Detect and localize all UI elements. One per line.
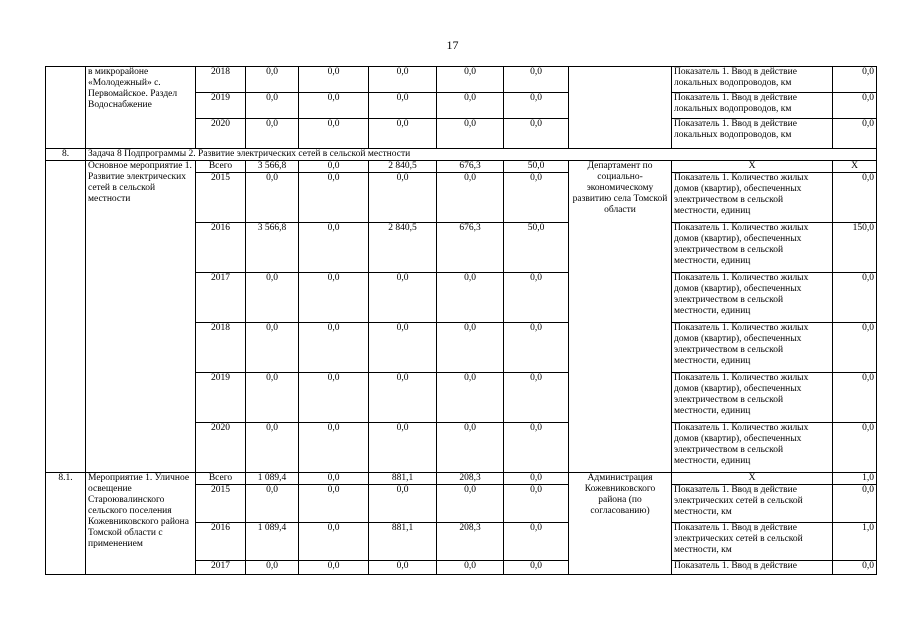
amount-cell: 0,0 — [299, 523, 369, 561]
amount-cell: 0,0 — [504, 523, 569, 561]
amount-cell: 0,0 — [504, 67, 569, 93]
page-number: 17 — [446, 38, 459, 52]
indicator-cell: Показатель 1. Ввод в действие локальных водопроводов, км — [672, 119, 833, 149]
indicator-value: 0,0 — [833, 93, 877, 119]
year-cell: 2016 — [196, 223, 246, 273]
year-cell: 2016 — [196, 523, 246, 561]
amount-cell: 0,0 — [299, 423, 369, 473]
amount-cell: 208,3 — [437, 473, 504, 485]
amount-cell: 0,0 — [299, 93, 369, 119]
amount-cell: 0,0 — [437, 561, 504, 575]
executor-cell: Департамент по социально-экономическому развитию села Томской области — [569, 161, 672, 473]
year-cell: 2019 — [196, 373, 246, 423]
indicator-cell: Х — [672, 473, 833, 485]
indicator-cell: Показатель 1. Ввод в действие локальных водопроводов, км — [672, 67, 833, 93]
amount-cell: 0,0 — [504, 173, 569, 223]
indicator-value: 150,0 — [833, 223, 877, 273]
amount-cell: 0,0 — [369, 423, 437, 473]
amount-cell: 0,0 — [246, 485, 299, 523]
amount-cell: 0,0 — [299, 67, 369, 93]
amount-cell: 0,0 — [437, 273, 504, 323]
indicator-cell: Показатель 1. Количество жилых домов (квартир), обеспеченных электричеством в сельской местности, единиц — [672, 173, 833, 223]
amount-cell: 0,0 — [369, 119, 437, 149]
amount-cell: 0,0 — [369, 67, 437, 93]
amount-cell: 0,0 — [299, 173, 369, 223]
amount-cell: 0,0 — [437, 323, 504, 373]
amount-cell: 0,0 — [246, 273, 299, 323]
indicator-value: 0,0 — [833, 273, 877, 323]
amount-cell: 0,0 — [369, 373, 437, 423]
amount-cell: 0,0 — [437, 373, 504, 423]
year-cell: 2015 — [196, 485, 246, 523]
amount-cell: 0,0 — [437, 485, 504, 523]
amount-cell: 0,0 — [299, 223, 369, 273]
amount-cell: 50,0 — [504, 223, 569, 273]
amount-cell: 0,0 — [369, 273, 437, 323]
amount-cell: 0,0 — [504, 423, 569, 473]
year-cell: Всего — [196, 161, 246, 173]
amount-cell: 0,0 — [504, 485, 569, 523]
amount-cell: 0,0 — [504, 93, 569, 119]
amount-cell: 0,0 — [246, 67, 299, 93]
amount-cell: 0,0 — [437, 93, 504, 119]
amount-cell: 881,1 — [369, 473, 437, 485]
task-number: 8. — [46, 149, 86, 161]
amount-cell: 0,0 — [246, 323, 299, 373]
indicator-value: 0,0 — [833, 561, 877, 575]
amount-cell: 676,3 — [437, 223, 504, 273]
executor-cell — [569, 67, 672, 149]
year-cell: 2018 — [196, 67, 246, 93]
indicator-cell: Показатель 1. Количество жилых домов (квартир), обеспеченных электричеством в сельской местности, единиц — [672, 273, 833, 323]
measure-description: Основное мероприятие 1. Развитие электрических сетей в сельской местности — [86, 161, 196, 473]
indicator-value: 0,0 — [833, 119, 877, 149]
amount-cell: 0,0 — [299, 161, 369, 173]
indicator-value: 1,0 — [833, 523, 877, 561]
amount-cell: 0,0 — [369, 173, 437, 223]
amount-cell: 0,0 — [246, 373, 299, 423]
amount-cell: 676,3 — [437, 161, 504, 173]
program-table — [45, 66, 877, 575]
amount-cell: 0,0 — [299, 485, 369, 523]
amount-cell: 0,0 — [504, 323, 569, 373]
amount-cell: 0,0 — [504, 119, 569, 149]
amount-cell: 0,0 — [299, 119, 369, 149]
year-cell: 2018 — [196, 323, 246, 373]
amount-cell: 3 566,8 — [246, 161, 299, 173]
row-number-cell: 8.1. — [46, 473, 86, 575]
amount-cell: 0,0 — [246, 93, 299, 119]
indicator-cell: Показатель 1. Ввод в действие — [672, 561, 833, 575]
amount-cell: 0,0 — [504, 561, 569, 575]
amount-cell: 0,0 — [437, 423, 504, 473]
year-cell: 2017 — [196, 561, 246, 575]
amount-cell: 881,1 — [369, 523, 437, 561]
indicator-value: 0,0 — [833, 67, 877, 93]
amount-cell: 50,0 — [504, 161, 569, 173]
amount-cell: 1 089,4 — [246, 523, 299, 561]
row-number-cell — [46, 161, 86, 473]
indicator-cell: Показатель 1. Ввод в действие локальных водопроводов, км — [672, 93, 833, 119]
amount-cell: 0,0 — [504, 473, 569, 485]
row-number-cell — [46, 67, 86, 149]
amount-cell: 0,0 — [369, 485, 437, 523]
amount-cell: 1 089,4 — [246, 473, 299, 485]
amount-cell: 0,0 — [299, 323, 369, 373]
amount-cell: 0,0 — [504, 273, 569, 323]
amount-cell: 0,0 — [437, 173, 504, 223]
amount-cell: 0,0 — [246, 173, 299, 223]
amount-cell: 3 566,8 — [246, 223, 299, 273]
amount-cell: 0,0 — [299, 561, 369, 575]
year-cell: 2015 — [196, 173, 246, 223]
amount-cell: 208,3 — [437, 523, 504, 561]
indicator-value: 0,0 — [833, 485, 877, 523]
indicator-cell: Показатель 1. Количество жилых домов (квартир), обеспеченных электричеством в сельской местности, единиц — [672, 373, 833, 423]
indicator-cell: Показатель 1. Количество жилых домов (квартир), обеспеченных электричеством в сельской местности, единиц — [672, 323, 833, 373]
amount-cell: 0,0 — [246, 119, 299, 149]
indicator-value: 1,0 — [833, 473, 877, 485]
measure-description: в микрорайоне «Молодежный» с. Первомайское. Раздел Водоснабжение — [86, 67, 196, 149]
amount-cell: 0,0 — [299, 273, 369, 323]
indicator-value: 0,0 — [833, 173, 877, 223]
indicator-value: Х — [833, 161, 877, 173]
indicator-cell: Показатель 1. Количество жилых домов (квартир), обеспеченных электричеством в сельской местности, единиц — [672, 423, 833, 473]
amount-cell: 0,0 — [437, 119, 504, 149]
year-cell: Всего — [196, 473, 246, 485]
indicator-cell: Показатель 1. Ввод в действие электрических сетей в сельской местности, км — [672, 523, 833, 561]
amount-cell: 0,0 — [504, 373, 569, 423]
amount-cell: 2 840,5 — [369, 223, 437, 273]
indicator-cell: Показатель 1. Ввод в действие электрических сетей в сельской местности, км — [672, 485, 833, 523]
year-cell: 2019 — [196, 93, 246, 119]
year-cell: 2020 — [196, 423, 246, 473]
indicator-value: 0,0 — [833, 323, 877, 373]
executor-cell: Администрация Кожевниковского района (по согласованию) — [569, 473, 672, 575]
amount-cell: 0,0 — [299, 373, 369, 423]
indicator-cell: Показатель 1. Количество жилых домов (квартир), обеспеченных электричеством в сельской местности, единиц — [672, 223, 833, 273]
amount-cell: 0,0 — [369, 561, 437, 575]
indicator-value: 0,0 — [833, 423, 877, 473]
amount-cell: 0,0 — [299, 473, 369, 485]
amount-cell: 0,0 — [369, 93, 437, 119]
amount-cell: 0,0 — [246, 561, 299, 575]
amount-cell: 0,0 — [437, 67, 504, 93]
amount-cell: 2 840,5 — [369, 161, 437, 173]
indicator-cell: Х — [672, 161, 833, 173]
amount-cell: 0,0 — [369, 323, 437, 373]
amount-cell: 0,0 — [246, 423, 299, 473]
year-cell: 2017 — [196, 273, 246, 323]
measure-description: Мероприятие 1. Уличное освещение Староювалинского сельского поселения Кожевниковского района Томской области с применением — [86, 473, 196, 575]
indicator-value: 0,0 — [833, 373, 877, 423]
task-title: Задача 8 Подпрограммы 2. Развитие электрических сетей в сельской местности — [86, 149, 877, 161]
year-cell: 2020 — [196, 119, 246, 149]
